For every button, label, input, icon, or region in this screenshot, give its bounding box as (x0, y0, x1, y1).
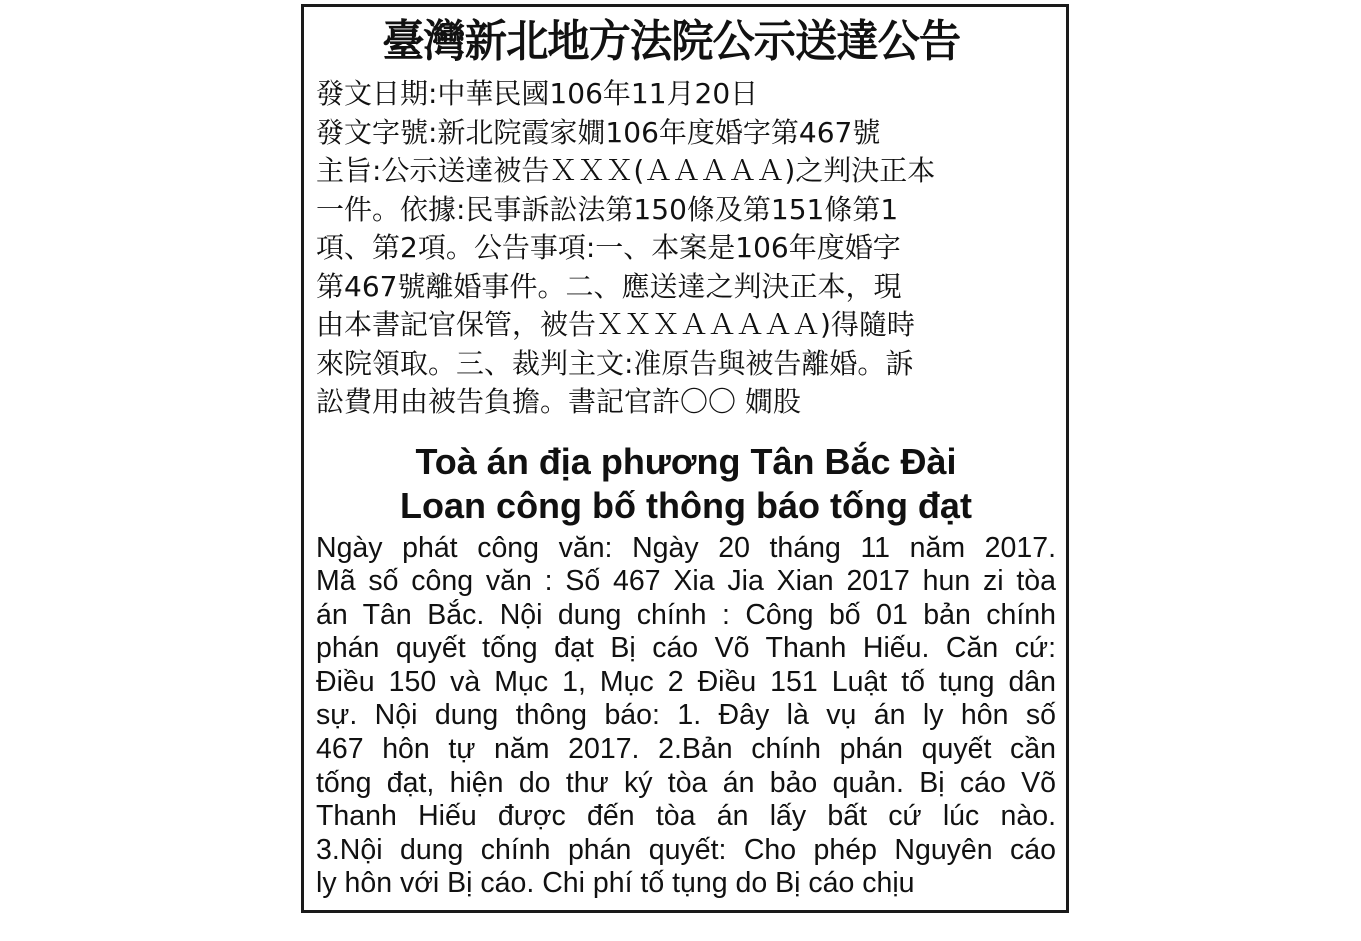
chinese-body (316, 75, 1056, 422)
vietnamese-line: 3.Nội dung chính phán quyết: Cho phép Nguyên cáo (316, 833, 1056, 866)
chinese-line: 來院領取。三、裁判主文:准原告與被告離婚。訴 (316, 346, 914, 380)
court-notice (301, 4, 1069, 913)
chinese-line: 發文字號:新北院霞家嫺106年度婚字第467號 (316, 115, 881, 149)
vietnamese-line: sự. Nội dung thông báo: 1. Đây là vụ án ly hôn số (316, 699, 1056, 732)
vietnamese-line: Điều 150 và Mục 1, Mục 2 Điều 151 Luật tố tụng dân (316, 665, 1056, 698)
chinese-line: 主旨:公示送達被告ＸＸＸ(ＡＡＡＡＡ)之判決正本 (316, 154, 936, 187)
chinese-line: 發文日期:中華民國106年11月20日 (316, 77, 759, 110)
chinese-line: 項、第2項。公告事項:一、本案是106年度婚字 (316, 231, 901, 264)
vietnamese-line: 467 hôn tự năm 2017. 2.Bản chính phán quyết cần (316, 733, 1056, 766)
chinese-line: 訟費用由被告負擔。書記官許〇〇 嫺股 (316, 385, 801, 418)
vietnamese-line: Mã số công văn : Số 467 Xia Jia Xian 2017 hun zi tòa (316, 565, 1056, 598)
chinese-line: 一件。依據:民事訴訟法第150條及第151條第1 (316, 192, 899, 226)
vietnamese-line: Ngày phát công văn: Ngày 20 tháng 11 năm 2017. (316, 531, 1056, 564)
vietnamese-title-line: Loan công bố thông báo tống đạt (400, 484, 972, 526)
vietnamese-line: phán quyết tống đạt Bị cáo Võ Thanh Hiếu. Căn cứ: (316, 632, 1056, 665)
vietnamese-line: án Tân Bắc. Nội dung chính : Công bố 01 bản chính (316, 598, 1056, 631)
chinese-title: 臺灣新北地方法院公示送達公告 (382, 16, 961, 67)
vietnamese-line: tống đạt, hiện do thư ký tòa án bảo quản. Bị cáo Võ (316, 766, 1056, 799)
vietnamese-line: ly hôn với Bị cáo. Chi phí tố tụng do Bị cáo chịu (316, 867, 915, 900)
vietnamese-body (316, 532, 1056, 902)
vietnamese-line: Thanh Hiếu được đến tòa án lấy bất cứ lúc nào. (316, 800, 1056, 833)
vietnamese-title (316, 440, 1056, 528)
vietnamese-title-line: Toà án địa phương Tân Bắc Đài (415, 440, 957, 482)
chinese-line: 由本書記官保管，被告ＸＸＸＡＡＡＡＡ)得隨時 (316, 308, 915, 341)
chinese-line: 第467號離婚事件。二、應送達之判決正本，現 (316, 269, 902, 303)
